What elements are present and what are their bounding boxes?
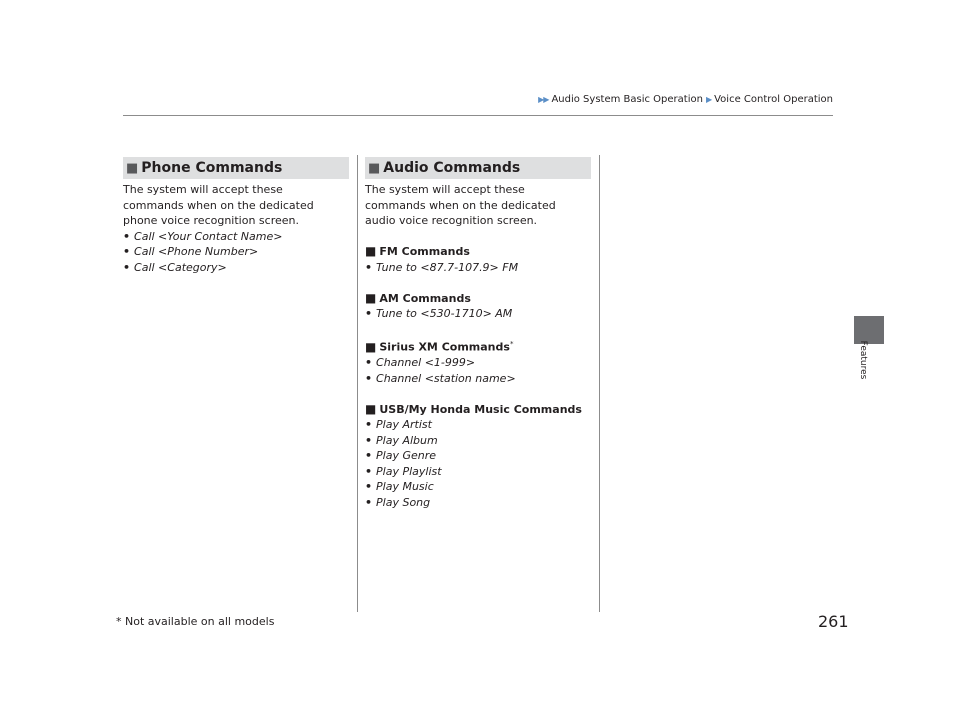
breadcrumb-item[interactable]: Voice Control Operation [714, 94, 833, 105]
header-rule [123, 115, 833, 116]
breadcrumb [538, 94, 833, 105]
column-divider [599, 155, 600, 612]
list-item: • Call <Phone Number> [123, 245, 259, 258]
list-item: • Play Playlist [365, 464, 442, 478]
section-title: Phone Commands [141, 160, 283, 176]
list-item: • Play Album [365, 433, 438, 447]
breadcrumb-item[interactable]: Audio System Basic Operation [551, 94, 703, 105]
double-arrow-icon: ▶▶ [538, 95, 549, 104]
list-item: • Play Music [365, 480, 434, 494]
square-icon: ■ [365, 339, 377, 354]
list-item: • Play Artist [365, 418, 432, 432]
arrow-icon: ▶ [705, 95, 713, 104]
list-item: • Channel <1-999> [365, 356, 476, 370]
list-item: • Channel <station name> [365, 371, 516, 385]
intro-text: The system will accept these commands when on the dedicated phone voice recognition screen. [123, 183, 314, 227]
square-icon: ■ [365, 290, 377, 305]
square-icon: ■ [365, 401, 377, 416]
section-heading [365, 157, 591, 179]
subsection-heading: ■ USB/My Honda Music Commands [365, 401, 582, 416]
square-icon: ■ [365, 244, 377, 258]
list-item: • Call <Your Contact Name> [123, 229, 283, 243]
section-title: Audio Commands [383, 160, 521, 176]
list-item: • Play Genre [365, 449, 437, 463]
subsection-heading: ■ AM Commands [365, 290, 471, 305]
intro-text: The system will accept these commands when on the dedicated audio voice recognition screen. [365, 183, 556, 227]
subsection-heading: ■ FM Commands [365, 244, 470, 258]
list-item: • Call <Category> [123, 260, 227, 274]
column-divider [357, 155, 358, 612]
list-item: • Tune to <87.7-107.9> FM [365, 260, 519, 274]
footnote-mark: * [509, 340, 514, 348]
list-item: • Tune to <530-1710> AM [365, 307, 513, 320]
section-heading [123, 157, 349, 179]
subsection-heading: ■ Sirius XM Commands* [365, 339, 514, 354]
section-tab-label: Features [858, 340, 868, 380]
square-icon: ■ [368, 160, 381, 176]
page-number: 261 [818, 612, 849, 631]
footnote: * Not available on all models [116, 615, 275, 628]
square-icon: ■ [126, 160, 139, 176]
audio-commands-section [365, 157, 591, 510]
phone-commands-section [123, 157, 349, 275]
list-item: • Play Song [365, 495, 431, 509]
